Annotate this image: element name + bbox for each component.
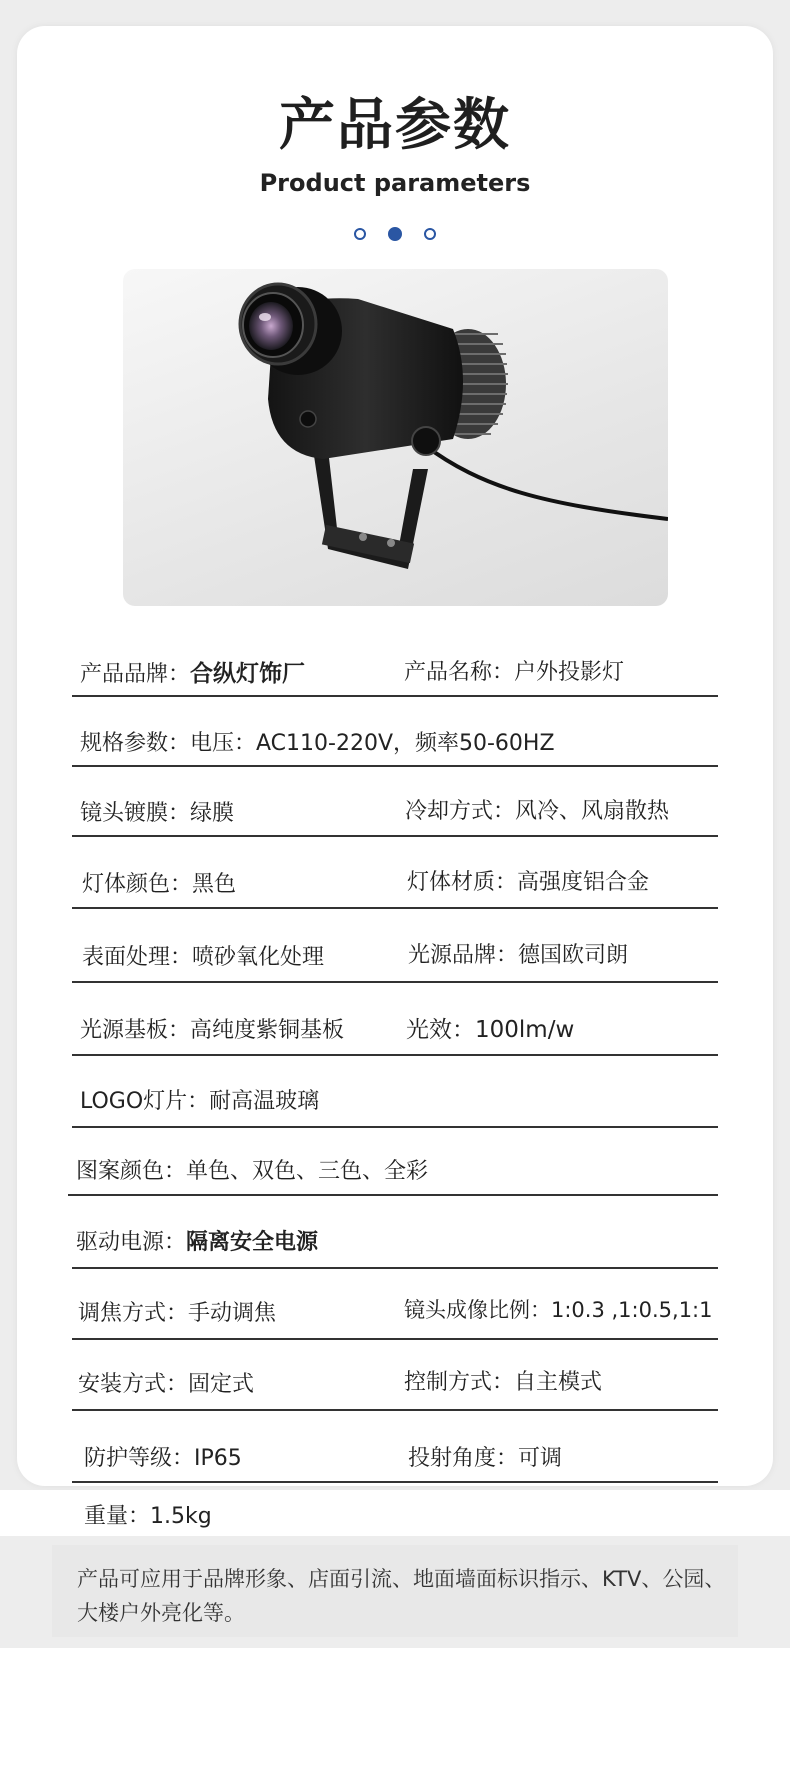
- spec-pattern-color: 图案颜色：单色、双色、三色、全彩: [76, 1159, 429, 1184]
- spec-substrate: 光源基板：高纯度紫铜基板: [80, 1018, 345, 1043]
- page-title: 产品参数: [279, 93, 511, 158]
- spec-brand: [80, 655, 305, 688]
- spec-weight: 重量：1.5kg: [84, 1504, 212, 1529]
- divider: [72, 1267, 718, 1269]
- carousel-dot-3[interactable]: [424, 228, 436, 240]
- projector-lamp-illustration: [123, 269, 668, 606]
- spec-lens-coating: 镜头镀膜：绿膜: [80, 801, 235, 826]
- divider: [72, 695, 718, 697]
- spec-efficacy: 光效：100lm/w: [406, 1017, 575, 1043]
- spec-surface: 表面处理：喷砂氧化处理: [82, 945, 325, 970]
- spec-install: 安装方式：固定式: [78, 1372, 255, 1397]
- spec-row-5: [70, 927, 718, 993]
- carousel-dot-1[interactable]: [354, 228, 366, 240]
- divider: [72, 1054, 718, 1056]
- spec-row-3: [70, 785, 718, 851]
- spec-control: 控制方式：自主模式: [404, 1370, 603, 1395]
- divider: [72, 907, 718, 909]
- divider: [72, 1126, 718, 1128]
- divider: [72, 835, 718, 837]
- footer-space: [0, 1648, 790, 1787]
- spec-row-4: [70, 855, 718, 921]
- divider: [72, 1481, 718, 1483]
- spec-row-11: [70, 1355, 718, 1421]
- spec-light-source-brand: 光源品牌：德国欧司朗: [408, 943, 629, 968]
- spec-cooling: 冷却方式：风冷、风扇散热: [405, 799, 670, 824]
- carousel-indicator: [0, 228, 790, 241]
- spec-protection: 防护等级：IP65: [84, 1446, 242, 1471]
- spec-angle: 投射角度：可调: [408, 1446, 563, 1471]
- spec-row-12: [70, 1429, 718, 1495]
- divider: [72, 1409, 718, 1411]
- spec-row-9: [70, 1213, 718, 1279]
- spec-row-1: [70, 645, 718, 711]
- divider: [68, 1194, 718, 1196]
- spec-logo-slide: LOGO灯片：耐高温玻璃: [80, 1089, 320, 1114]
- page-subtitle: Product parameters: [259, 169, 531, 197]
- spec-focus: 调焦方式：手动调焦: [78, 1301, 277, 1326]
- spec-row-6: [70, 1000, 718, 1066]
- divider: [72, 1338, 718, 1340]
- spec-row-10: [70, 1284, 718, 1350]
- spec-row-8: [70, 1142, 718, 1208]
- spec-brand-value: 合纵灯饰厂: [190, 661, 306, 687]
- spec-body-material: 灯体材质：高强度铝合金: [407, 870, 650, 895]
- spec-row-7: [70, 1072, 718, 1138]
- usage-box: [52, 1545, 738, 1637]
- spec-name: 产品名称：户外投影灯: [404, 660, 625, 685]
- spec-brand-label: 产品品牌：: [80, 662, 191, 687]
- spec-driver-value: 隔离安全电源: [186, 1230, 319, 1255]
- divider: [72, 765, 718, 767]
- spec-body-color: 灯体颜色：黑色: [82, 872, 237, 897]
- carousel-dot-2-active[interactable]: [388, 227, 402, 241]
- usage-text: 产品可应用于品牌形象、店面引流、地面墙面标识指示、KTV、公园、大楼户外亮化等。: [77, 1567, 726, 1625]
- spec-driver-label: 驱动电源：: [76, 1230, 187, 1255]
- spec-driver: [76, 1225, 318, 1256]
- spec-params: 规格参数：电压：AC110-220V，频率50-60HZ: [80, 731, 555, 756]
- product-image: [123, 269, 668, 606]
- divider: [72, 981, 718, 983]
- spec-row-2: [70, 715, 718, 781]
- spec-lens-ratio: 镜头成像比例：1:0.3 ,1:0.5,1:1: [404, 1298, 713, 1322]
